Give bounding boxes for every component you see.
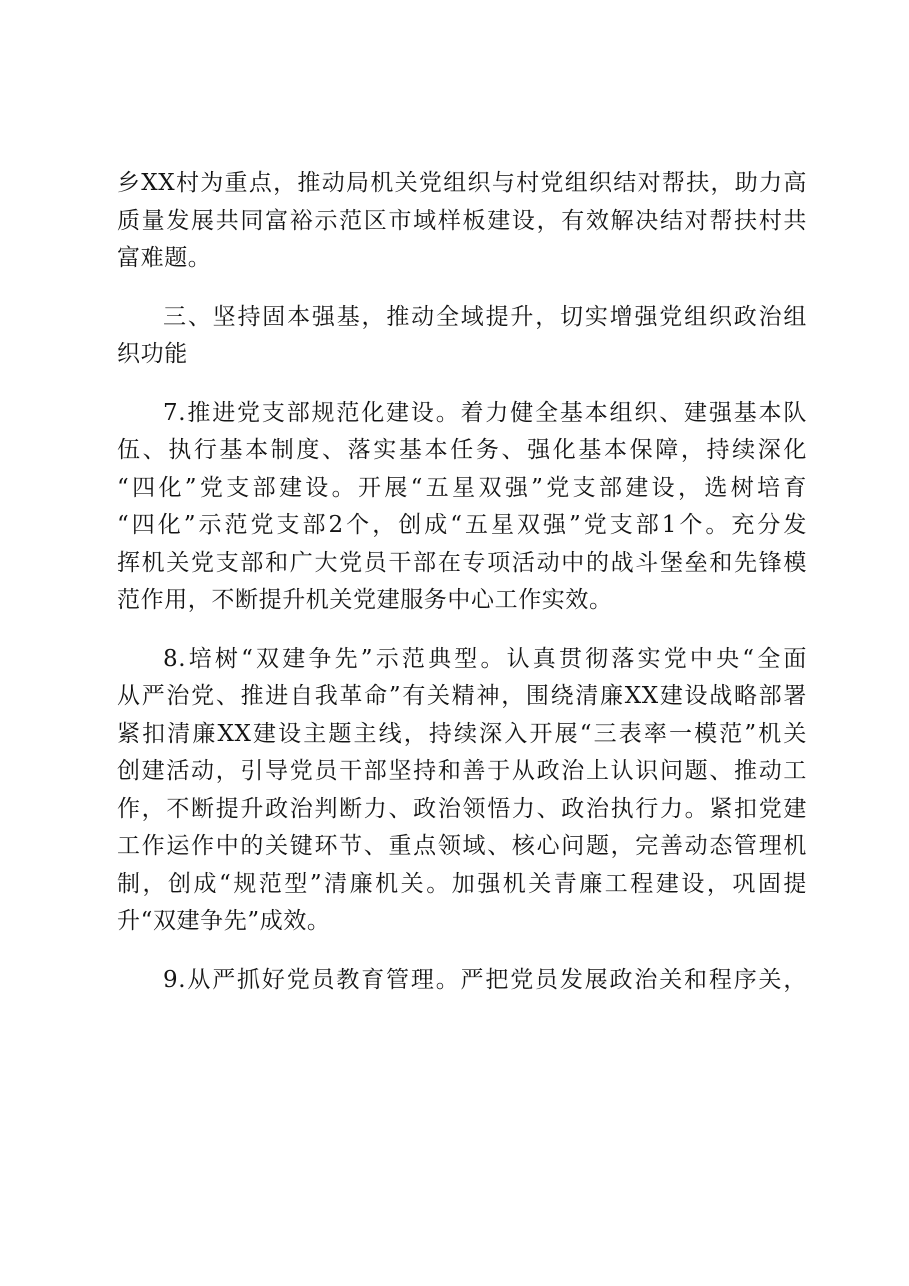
text-line: 质量发展共同富裕示范区市域样板建设，有效解决结对帮扶村共 xyxy=(117,207,807,234)
paragraph-item-7 xyxy=(117,395,807,620)
text-line: 工作运作中的关键环节、重点领域、核心问题，完善动态管理机 xyxy=(117,833,807,859)
paragraph-spacer xyxy=(117,278,807,299)
paragraph-item-8 xyxy=(117,641,807,941)
paragraph-spacer xyxy=(117,620,807,641)
paragraph-spacer xyxy=(117,374,807,395)
text-line: 范作用，不断提升机关党建服务中心工作实效。 xyxy=(117,587,613,613)
paragraph-spacer xyxy=(117,941,807,962)
text-line: 8.培树“双建争先”示范典型。认真贯彻落实党中央“全面 xyxy=(163,645,807,672)
paragraph-continuation xyxy=(117,165,807,278)
heading-line: 三、坚持固本强基，推动全域提升，切实增强党组织政治组 xyxy=(163,303,807,330)
text-line: 乡XX村为重点，推动局机关党组织与村党组织结对帮扶，助力高 xyxy=(117,170,807,196)
text-line: 从严治党、推进自我革命”有关精神，围绕清廉XX建设战略部署 xyxy=(117,683,807,709)
text-line: 紧扣清廉XX建设主题主线，持续深入开展“三表率一模范”机关 xyxy=(117,720,807,747)
document-body xyxy=(117,165,807,999)
text-line: 作，不断提升政治判断力、政治领悟力、政治执行力。紧扣党建 xyxy=(117,795,807,822)
text-line: “四化”示范党支部2个，创成“五星双强”党支部1个。充分发 xyxy=(117,512,807,538)
paragraph-item-9 xyxy=(117,962,807,1000)
text-line: 制，创成“规范型”清廉机关。加强机关青廉工程建设，巩固提 xyxy=(117,870,807,897)
text-line: 9.从严抓好党员教育管理。严把党员发展政治关和程序关， xyxy=(163,966,807,993)
text-line: 7.推进党支部规范化建设。着力健全基本组织、建强基本队 xyxy=(163,399,807,426)
text-line: 挥机关党支部和广大党员干部在专项活动中的战斗堡垒和先锋模 xyxy=(117,549,807,576)
text-line: 富难题。 xyxy=(117,245,212,271)
text-line: “四化”党支部建设。开展“五星双强”党支部建设，选树培育 xyxy=(117,474,807,501)
text-line: 升“双建争先”成效。 xyxy=(117,908,331,934)
heading-line: 织功能 xyxy=(117,341,188,367)
section-heading xyxy=(117,299,807,374)
text-line: 伍、执行基本制度、落实基本任务、强化基本保障，持续深化 xyxy=(117,437,807,463)
text-line: 创建活动，引导党员干部坚持和善于从政治上认识问题、推动工 xyxy=(117,758,807,784)
